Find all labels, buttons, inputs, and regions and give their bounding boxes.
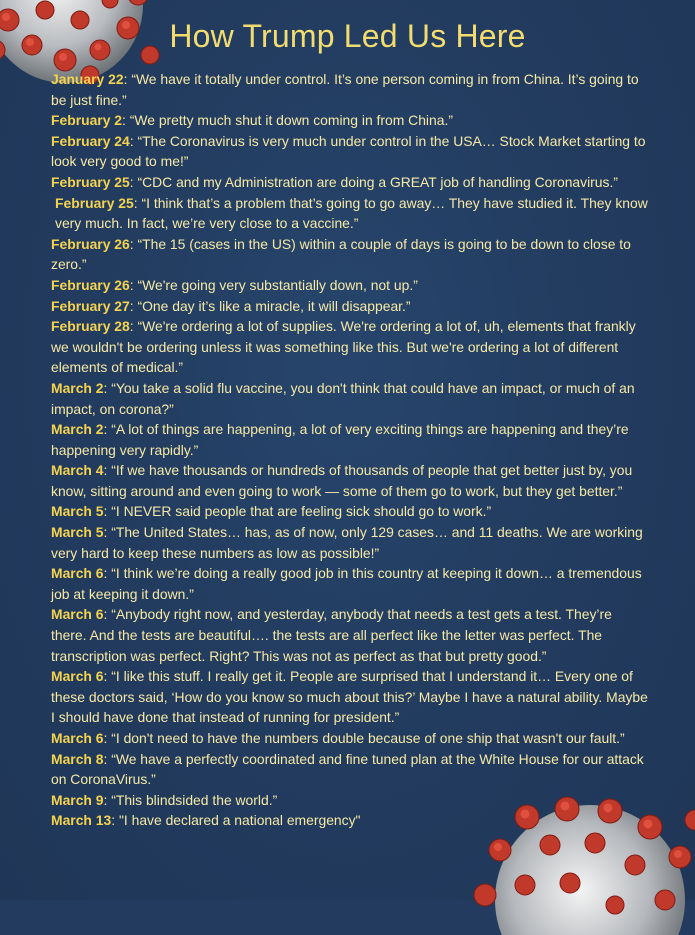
entry-quote: “One day it’s like a miracle, it will disappear.” [137, 297, 411, 314]
timeline-entry: March 6: “Anybody right now, and yesterday, anybody that needs a test gets a test. They’re there. And the tests are beautiful…. the tests are all perfect like the letter was perfect. The transcription was perfect. Right? This was not as perfect as that but pretty good.” [51, 606, 612, 664]
entry-date: March 6 [51, 668, 104, 685]
timeline-entry: March 6: “I like this stuff. I really get it. People are surprised that I understand it… Every one of these doctors said, ‘How do you know so much about this?’ Maybe I have a natural ability. Maybe I should have done that instead of running for president.” [51, 668, 648, 726]
entry-quote: "I have declared a national emergency" [118, 812, 361, 829]
entry-quote: “I don't need to have the numbers double because of one ship that wasn't our fault.” [111, 730, 625, 746]
quote-timeline [51, 69, 651, 831]
entry-date: March 5 [51, 503, 104, 520]
timeline-entry: March 6: “I think we’re doing a really good job in this country at keeping it down… a tremendous job at keeping it down.” [51, 565, 642, 602]
timeline-entry: March 2: “You take a solid flu vaccine, you don't think that could have an impact, or much of an impact, on corona?” [51, 379, 635, 417]
entry-quote: “We pretty much shut it down coming in from China.” [129, 112, 453, 129]
entry-quote: “We're ordering a lot of supplies. We're ordering a lot of, uh, elements that frankly we wouldn't be ordering unless it was something like this. But we're ordering a lot of different elements of medical.” [51, 318, 636, 376]
entry-date: February 2 [51, 112, 123, 129]
entry-quote: “This blindsided the world.” [111, 791, 278, 808]
timeline-entry: February 24: “The Coronavirus is very much under control in the USA… Stock Market starting to look very good to me!” [51, 132, 646, 170]
entry-date: March 5 [51, 524, 104, 541]
entry-quote: “I like this stuff. I really get it. People are surprised that I understand it… Every one of these doctors said, ‘How do you know so much about this?’ Maybe I have a natural ability. Maybe I should have done that instead of running for president.” [51, 668, 648, 726]
timeline-entry: January 22: “We have it totally under control. It’s one person coming in from China. It’s going to be just fine.” [51, 71, 639, 108]
timeline-entry: March 8: “We have a perfectly coordinated and fine tuned plan at the White House for our attack on CoronaVirus.” [51, 750, 644, 788]
timeline-entry: March 5: “I NEVER said people that are feeling sick should go to work.” [51, 503, 492, 520]
entry-date: March 6 [51, 606, 104, 623]
timeline-entry: March 2: “A lot of things are happening, a lot of very exciting things are happening and they’re happening very rapidly.” [51, 421, 629, 458]
timeline-entry: February 28: “We're ordering a lot of supplies. We're ordering a lot of, uh, elements that frankly we wouldn't be ordering unless it was something like this. But we're ordering a lot of different elements of medical.” [51, 318, 636, 376]
entry-date: February 27 [51, 297, 130, 314]
entry-quote: “CDC and my Administration are doing a GREAT job of handling Coronavirus.” [137, 173, 618, 190]
entry-date: February 28 [51, 318, 130, 335]
entry-date: March 4 [51, 462, 104, 479]
entry-quote: “I think that’s a problem that’s going to go away… They have studied it. They know very much. In fact, we’re very close to a vaccine.” [55, 194, 648, 232]
entry-date: January 22 [51, 71, 124, 87]
entry-quote: “You take a solid flu vaccine, you don't think that could have an impact, or much of an impact, on corona?” [51, 379, 635, 417]
entry-quote: “I NEVER said people that are feeling sick should go to work.” [111, 503, 492, 520]
timeline-entry: March 4: “If we have thousands or hundreds of thousands of people that get better just by, you know, sitting around and even going to work — some of them go to work, but they get better.” [51, 462, 633, 499]
timeline-entry: March 13: "I have declared a national emergency" [51, 812, 361, 829]
entry-quote: “I think we’re doing a really good job in this country at keeping it down… a tremendous job at keeping it down.” [51, 565, 642, 602]
entry-quote: “The Coronavirus is very much under control in the USA… Stock Market starting to look very good to me!” [51, 132, 646, 170]
timeline-entry: March 9: “This blindsided the world.” [51, 791, 278, 808]
entry-quote: “The United States… has, as of now, only 129 cases… and 11 deaths. We are working very hard to keep these numbers as low as possible!” [51, 524, 643, 561]
timeline-entry: February 25: “I think that’s a problem that’s going to go away… They have studied it. They know very much. In fact, we’re very close to a vaccine.” [55, 194, 648, 232]
timeline-entry: February 26: “We're going very substantially down, not up.” [51, 276, 418, 293]
entry-date: February 24 [51, 132, 130, 149]
entry-date: February 26 [51, 276, 130, 293]
timeline-entry: March 6: “I don't need to have the numbers double because of one ship that wasn't our fault.” [51, 730, 625, 746]
entry-quote: “A lot of things are happening, a lot of very exciting things are happening and they’re happening very rapidly.” [51, 421, 629, 458]
page-title: How Trump Led Us Here [169, 18, 526, 54]
timeline-entry: February 26: “The 15 (cases in the US) within a couple of days is going to be down to close to zero.” [51, 235, 631, 273]
entry-quote: “We have a perfectly coordinated and fine tuned plan at the White House for our attack on CoronaVirus.” [51, 750, 644, 788]
entry-quote: “Anybody right now, and yesterday, anybody that needs a test gets a test. They’re there. And the tests are beautiful…. the tests are all perfect like the letter was perfect. The transcription was perfect. Right? This was not as perfect as that but pretty good.” [51, 606, 612, 664]
entry-date: February 25 [51, 173, 130, 190]
timeline-entry: February 2: “We pretty much shut it down coming in from China.” [51, 112, 453, 129]
entry-date: March 2 [51, 421, 104, 438]
entry-quote: “If we have thousands or hundreds of thousands of people that get better just by, you know, sitting around and even going to work — some of them go to work, but they get better.” [51, 462, 633, 499]
entry-date: March 6 [51, 730, 104, 746]
timeline-entry: February 27: “One day it’s like a miracle, it will disappear.” [51, 297, 411, 314]
timeline-entry: March 5: “The United States… has, as of now, only 129 cases… and 11 deaths. We are working very hard to keep these numbers as low as possible!” [51, 524, 643, 561]
entry-date: March 13 [51, 812, 112, 829]
entry-date: March 8 [51, 750, 104, 767]
entry-date: March 2 [51, 379, 104, 396]
entry-date: February 25 [55, 194, 134, 211]
entry-quote: “We're going very substantially down, not up.” [137, 276, 418, 293]
timeline-entry: February 25: “CDC and my Administration are doing a GREAT job of handling Coronavirus.” [51, 173, 618, 190]
entry-quote: “The 15 (cases in the US) within a couple of days is going to be down to close to zero.” [51, 235, 631, 273]
entry-date: March 9 [51, 791, 104, 808]
entry-quote: “We have it totally under control. It’s one person coming in from China. It’s going to be just fine.” [51, 71, 639, 108]
entry-date: February 26 [51, 235, 130, 252]
entry-date: March 6 [51, 565, 104, 582]
